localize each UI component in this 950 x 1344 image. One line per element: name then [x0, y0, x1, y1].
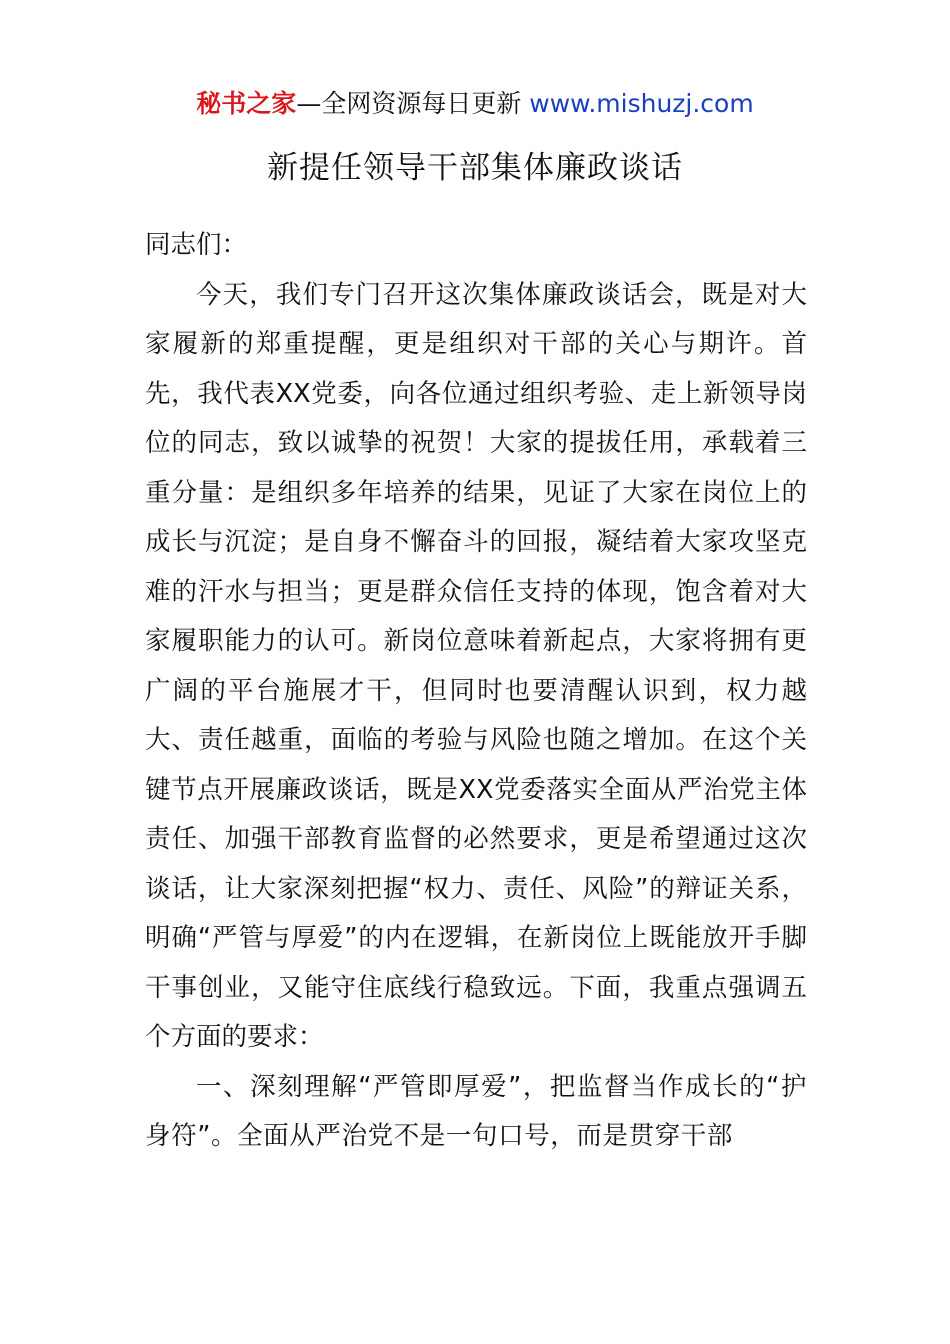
- document-title: 新提任领导干部集体廉政谈话: [267, 150, 683, 186]
- salutation: 同志们：: [145, 230, 248, 260]
- header-tagline: —全网资源每日更新: [296, 89, 522, 118]
- document-body: [145, 221, 807, 1162]
- site-url-link[interactable]: www.mishuzj.com: [529, 89, 754, 118]
- site-header: [0, 86, 950, 122]
- section-heading-1: 一、深刻理解“严管即厚爱”，把监督当作成长的“护身符”。全面从严治党不是一句口号，而是贯穿干部: [145, 1071, 807, 1151]
- brand-name: 秘书之家: [196, 89, 297, 118]
- body-paragraph: 今天，我们专门召开这次集体廉政谈话会，既是对大家履新的郑重提醒，更是组织对干部的关心与期许。首先，我代表XX党委，向各位通过组织考验、走上新领导岗位的同志，致以诚挚的祝贺！大家的提拔任用，承载着三重分量：是组织多年培养的结果，见证了大家在岗位上的成长与沉淀；是自身不懈奋斗的回报，凝结着大家攻坚克难的汗水与担当；更是群众信任支持的体现，饱含着对大家履职能力的认可。新岗位意味着新起点，大家将拥有更广阔的平台施展才干，但同时也要清醒认识到，权力越大、责任越重，面临的考验与风险也随之增加。在这个关键节点开展廉政谈话，既是XX党委落实全面从严治党主体责任、加强干部教育监督的必然要求，更是希望通过这次谈话，让大家深刻把握“权力、责任、风险”的辩证关系，明确“严管与厚爱”的内在逻辑，在新岗位上既能放开手脚干事创业，又能守住底线行稳致远。下面，我重点强调五个方面的要求：: [145, 279, 807, 1052]
